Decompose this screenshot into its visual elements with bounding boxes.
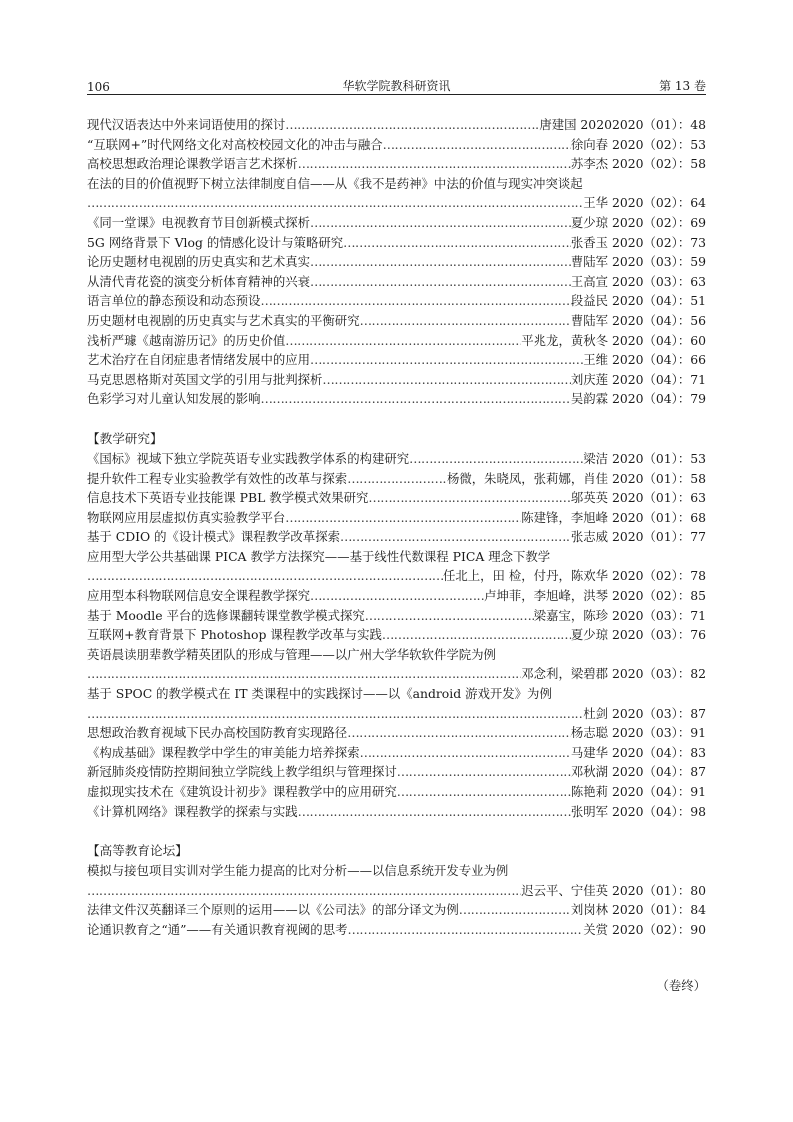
- leader-dots: [285, 331, 521, 351]
- leader-dots: [310, 272, 571, 292]
- toc-entry-line: [87, 782, 706, 802]
- entry-reference: 夏少琼 2020（02）：69: [570, 214, 706, 230]
- leader-dots: [87, 193, 583, 213]
- entry-title: 法律文件汉英翻译三个原则的运用——以《公司法》的部分译文为例: [87, 902, 459, 918]
- leader-dots: [87, 566, 443, 586]
- end-of-volume-mark: （卷终）: [656, 978, 706, 993]
- toc-entry-line: [87, 272, 706, 292]
- entry-reference: 邓念利，梁碧郡 2020（03）：82: [521, 666, 706, 682]
- toc-entry-line: [87, 606, 706, 626]
- entry-title: 提升软件工程专业实验教学有效性的改革与探索: [87, 470, 348, 486]
- entry-title: 《构成基础》课程教学中学生的审美能力培养探索: [87, 744, 360, 760]
- toc-entry: [87, 743, 706, 763]
- entry-reference: 邬英英 2020（01）：63: [570, 490, 706, 506]
- toc-entry-ref-line: [87, 193, 706, 213]
- entry-title: 浅析严璩《越南游历记》的历史价值: [87, 332, 286, 348]
- toc-entry-line: [87, 625, 706, 645]
- toc-entry: [87, 350, 706, 370]
- toc-entry: [87, 802, 706, 822]
- toc-entry-ref-line: [87, 881, 706, 901]
- toc-entry: [87, 311, 706, 331]
- entry-title: 艺术治疗在自闭症患者情绪发展中的应用: [87, 352, 311, 368]
- leader-dots: [368, 488, 570, 508]
- entry-reference: 曹陆军 2020（03）：59: [570, 254, 706, 270]
- entry-title: 基于 SPOC 的教学模式在 IT 类课程中的实践探讨——以《android 游戏开发》为例: [87, 686, 552, 702]
- page-number: 106: [87, 80, 110, 94]
- leader-dots: [310, 252, 571, 272]
- leader-dots: [343, 233, 571, 253]
- toc-entry-line: [87, 802, 706, 822]
- page-header: [87, 72, 706, 94]
- entry-reference: 梁嘉宝，陈珍 2020（03）：71: [533, 607, 706, 623]
- header-rule: [87, 94, 706, 95]
- section-gap: [87, 821, 706, 841]
- entry-title: 从清代青花瓷的演变分析体育精神的兴衰: [87, 273, 311, 289]
- toc-entry: [87, 684, 706, 723]
- leader-dots: [285, 508, 521, 528]
- entry-reference: 平兆龙，黄秋冬 2020（04）：60: [521, 332, 706, 348]
- entry-reference: 王华 2020（02）：64: [583, 195, 706, 211]
- entry-reference: 马建华 2020（04）：83: [570, 744, 706, 760]
- entry-reference: 王高宣 2020（03）：63: [570, 273, 706, 289]
- toc-entry: [87, 488, 706, 508]
- leader-dots: [383, 135, 571, 155]
- entry-reference: 夏少琼 2020（03）：76: [570, 627, 706, 643]
- toc-section: [87, 841, 706, 939]
- leader-dots: [360, 743, 571, 763]
- entry-title: 新冠肺炎疫情防控期间独立学院线上教学组织与管理探讨: [87, 764, 397, 780]
- entry-title: 在法的目的价值视野下树立法律制度自信——从《我不是药神》中法的价值与现实冲突谈起: [87, 175, 583, 191]
- toc-entry-line: [87, 350, 706, 370]
- entry-title: 《计算机网络》课程教学的探索与实践: [87, 803, 298, 819]
- entry-title: 基于 CDIO 的《设计模式》课程教学改革探索: [87, 529, 340, 545]
- leader-dots: [347, 920, 583, 940]
- entry-reference: 王维 2020（04）：66: [583, 352, 706, 368]
- toc-entry-line: [87, 115, 706, 135]
- entry-reference: 吴韵霖 2020（04）：79: [570, 391, 706, 407]
- toc-entry: [87, 723, 706, 743]
- toc-entry-line: [87, 900, 706, 920]
- leader-dots: [347, 723, 571, 743]
- section-heading: 【教学研究】: [87, 430, 163, 446]
- entry-reference: 杨志聪 2020（03）：91: [570, 725, 706, 741]
- entry-reference: 陈艳莉 2020（04）：91: [570, 784, 706, 799]
- toc-entry-line: [87, 488, 706, 508]
- leader-dots: [397, 782, 571, 802]
- leader-dots: [87, 704, 583, 724]
- toc-entry: [87, 115, 706, 135]
- toc-entry-line: [87, 252, 706, 272]
- toc-entry-line: [87, 449, 706, 469]
- leader-dots: [360, 311, 571, 331]
- entry-reference: 张明军 2020（04）：98: [570, 803, 706, 819]
- toc-entry: [87, 370, 706, 390]
- toc-entry-line: [87, 586, 706, 606]
- toc-entry-line: [87, 527, 706, 547]
- toc-entry-line: [87, 331, 706, 351]
- toc-entry-title-line: [87, 645, 706, 665]
- toc-entry: [87, 527, 706, 547]
- entry-title: 英语晨读朋辈教学精英团队的形成与管理——以广州大学华软软件学院为例: [87, 646, 496, 662]
- toc-entry: [87, 233, 706, 253]
- toc-entry: [87, 625, 706, 645]
- toc-entry-ref-line: [87, 664, 706, 684]
- toc-entry: [87, 508, 706, 528]
- leader-dots: [365, 606, 534, 626]
- entry-reference: 唐建国 20202020（01）：48: [539, 117, 706, 132]
- entry-title: 《同一堂课》电视教育节目创新模式探析: [87, 214, 311, 230]
- entry-title: 模拟与接包项目实训对学生能力提高的比对分析——以信息系统开发专业为例: [87, 863, 509, 879]
- leader-dots: [260, 389, 570, 409]
- entry-reference: 段益民 2020（04）：51: [570, 293, 706, 309]
- toc-entry-line: [87, 723, 706, 743]
- toc-entry: [87, 272, 706, 292]
- entry-title: 论历史题材电视剧的历史真实和艺术真实: [87, 254, 311, 270]
- toc-entry: [87, 586, 706, 606]
- toc-entry: [87, 331, 706, 351]
- entry-title: 互联网+教育背景下 Photoshop 课程教学改革与实践: [87, 627, 382, 643]
- toc-entry: [87, 900, 706, 920]
- leader-dots: [260, 291, 570, 311]
- volume-label: 第 13 卷: [659, 79, 706, 93]
- entry-title: 5G 网络背景下 Vlog 的情感化设计与策略研究: [87, 234, 344, 250]
- toc-entry-line: [87, 213, 706, 233]
- entry-title: 物联网应用层虚拟仿真实验教学平台: [87, 509, 286, 525]
- toc-entry: [87, 154, 706, 174]
- leader-dots: [310, 213, 571, 233]
- entry-reference: 梁洁 2020（01）：53: [583, 450, 706, 466]
- entry-reference: 徐向春 2020（02）：53: [570, 136, 706, 152]
- toc-entry-title-line: [87, 547, 706, 567]
- toc-entry-line: [87, 311, 706, 331]
- section-gap: [87, 409, 706, 429]
- leader-dots: [347, 469, 447, 489]
- leader-dots: [459, 900, 571, 920]
- entry-reference: 苏李杰 2020（02）：58: [570, 156, 706, 172]
- toc-entry: [87, 213, 706, 233]
- leader-dots: [322, 370, 570, 390]
- toc-entry: [87, 606, 706, 626]
- entry-title: 应用型大学公共基础课 PICA 教学方法探究——基于线性代数课程 PICA 理念下教学: [87, 548, 551, 564]
- toc-entry-line: [87, 389, 706, 409]
- leader-dots: [409, 449, 583, 469]
- toc-entry: [87, 252, 706, 272]
- leader-dots: [87, 664, 521, 684]
- toc-entry-title-line: [87, 174, 706, 194]
- leader-dots: [87, 881, 521, 901]
- leader-dots: [397, 762, 571, 782]
- toc-entry-line: [87, 291, 706, 311]
- entry-reference: 杨微，朱晓凤，张莉娜，肖佳 2020（01）：58: [446, 470, 706, 486]
- toc-entry: [87, 449, 706, 469]
- entry-title: 思想政治教育视域下民办高校国防教育实现路径: [87, 725, 348, 741]
- entry-title: 色彩学习对儿童认知发展的影响: [87, 391, 261, 407]
- toc-entry: [87, 762, 706, 782]
- toc-entry-ref-line: [87, 704, 706, 724]
- entry-title: 马克思恩格斯对英国文学的引用与批判探析: [87, 371, 323, 387]
- entry-reference: 张志威 2020（01）：77: [570, 529, 706, 545]
- entry-title: 应用型本科物联网信息安全课程教学探究: [87, 588, 311, 604]
- table-of-contents: [87, 115, 706, 940]
- leader-dots: [285, 115, 539, 135]
- leader-dots: [340, 527, 571, 547]
- section-heading: 【高等教育论坛】: [87, 843, 188, 859]
- toc-entry: [87, 782, 706, 802]
- entry-reference: 邓秋湖 2020（04）：87: [570, 764, 706, 780]
- entry-reference: 刘庆莲 2020（04）：71: [570, 371, 706, 387]
- entry-title: 虚拟现实技术在《建筑设计初步》课程教学中的应用研究: [87, 784, 397, 799]
- toc-entry-line: [87, 743, 706, 763]
- toc-entry: [87, 547, 706, 586]
- toc-entry-line: [87, 508, 706, 528]
- entry-title: 高校思想政治理论课教学语言艺术探析: [87, 156, 298, 172]
- entry-title: 基于 Moodle 平台的选修课翻转课堂教学模式探究: [87, 607, 365, 623]
- entry-title: 历史题材电视剧的历史真实与艺术真实的平衡研究: [87, 312, 360, 328]
- toc-entry: [87, 291, 706, 311]
- entry-reference: 关赏 2020（02）：90: [583, 921, 706, 937]
- entry-reference: 张香玉 2020（02）：73: [570, 234, 706, 250]
- entry-reference: 刘岗林 2020（01）：84: [570, 902, 706, 918]
- leader-dots: [298, 154, 571, 174]
- entry-reference: 曹陆军 2020（04）：56: [570, 312, 706, 328]
- leader-dots: [310, 586, 484, 606]
- entry-reference: 迟云平、宁佳英 2020（01）：80: [521, 882, 706, 898]
- toc-entry-line: [87, 469, 706, 489]
- toc-entry-line: [87, 920, 706, 940]
- toc-entry-line: [87, 762, 706, 782]
- toc-entry: [87, 920, 706, 940]
- toc-entry: [87, 389, 706, 409]
- toc-entry: [87, 861, 706, 900]
- toc-entry-title-line: [87, 684, 706, 704]
- leader-dots: [382, 625, 571, 645]
- entry-title: 现代汉语表达中外来词语使用的探讨: [87, 117, 286, 132]
- entry-title: 语言单位的静态预设和动态预设: [87, 293, 261, 309]
- entry-title: 论通识教育之“通”——有关通识教育视阈的思考: [87, 921, 348, 937]
- entry-reference: 任北上，田 检，付丹，陈欢华 2020（02）：78: [443, 568, 706, 584]
- toc-entry-title-line: [87, 861, 706, 881]
- leader-dots: [310, 350, 583, 370]
- toc-entry-line: [87, 233, 706, 253]
- toc-entry-ref-line: [87, 566, 706, 586]
- entry-reference: 杜剑 2020（03）：87: [583, 705, 706, 721]
- toc-entry-line: [87, 135, 706, 155]
- toc-entry: [87, 174, 706, 213]
- toc-section: [87, 115, 706, 409]
- entry-title: 信息技术下英语专业技能课 PBL 教学模式效果研究: [87, 490, 369, 506]
- entry-reference: 陈建锋，李旭峰 2020（01）：68: [521, 509, 706, 525]
- toc-entry: [87, 469, 706, 489]
- toc-section: [87, 429, 706, 821]
- toc-entry: [87, 135, 706, 155]
- toc-entry-line: [87, 370, 706, 390]
- entry-title: “互联网+”时代网络文化对高校校园文化的冲击与融合: [87, 136, 383, 152]
- toc-entry: [87, 645, 706, 684]
- toc-entry-line: [87, 154, 706, 174]
- entry-title: 《国标》视域下独立学院英语专业实践教学体系的构建研究: [87, 450, 410, 466]
- leader-dots: [298, 802, 571, 822]
- entry-reference: 卢坤菲，李旭峰，洪琴 2020（02）：85: [484, 588, 706, 604]
- journal-title: 华软学院教科研资讯: [342, 79, 451, 93]
